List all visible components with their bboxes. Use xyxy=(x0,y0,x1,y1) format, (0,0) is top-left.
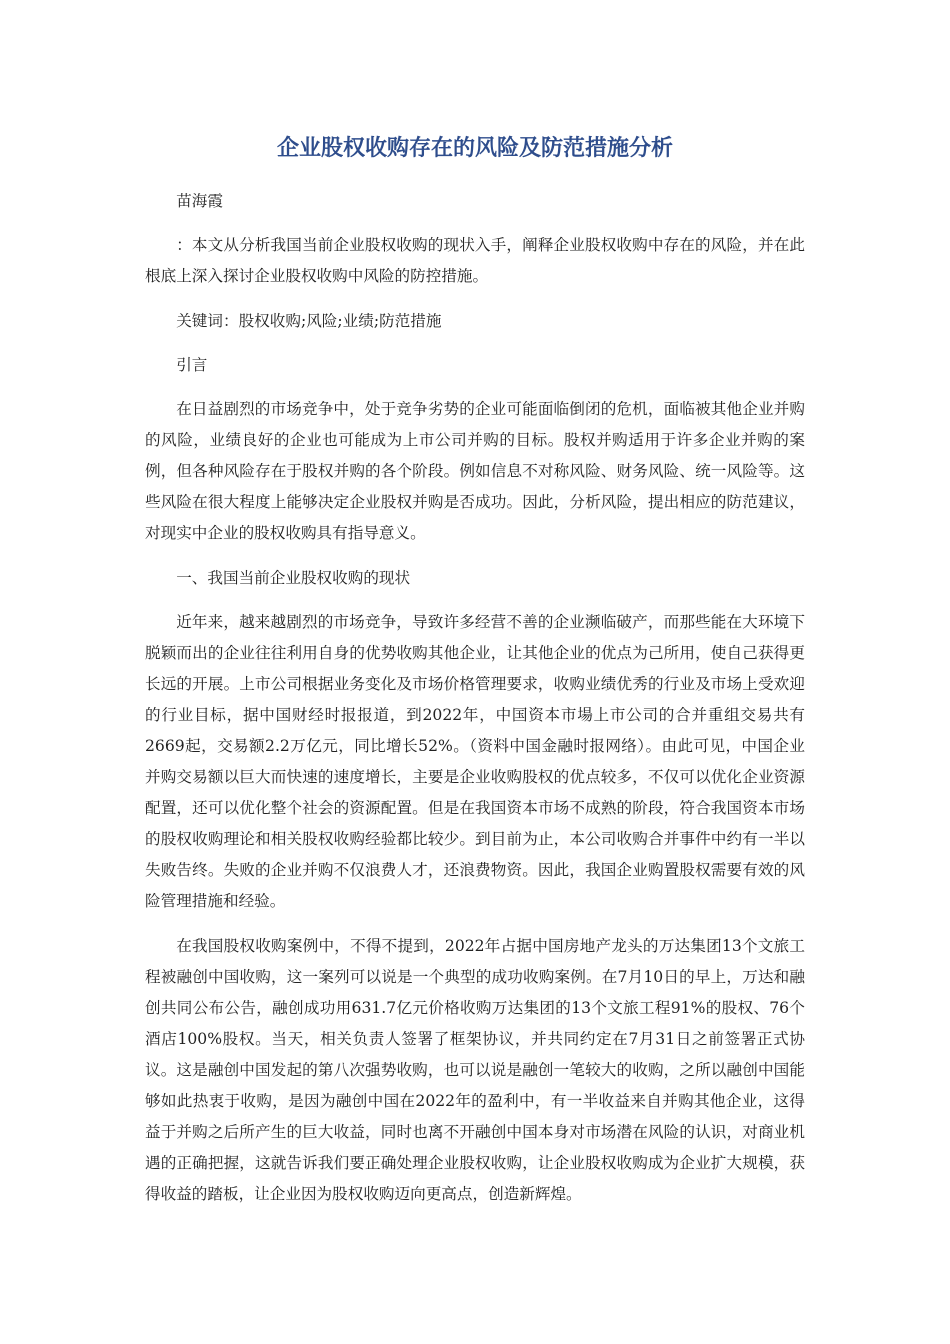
abstract-paragraph: ：本文从分析我国当前企业股权收购的现状入手，阐释企业股权收购中存在的风险，并在此根底上深入探讨企业股权收购中风险的防控措施。 xyxy=(145,236,805,285)
section1-paragraph-2: 在我国股权收购案例中，不得不提到，2022年占据中国房地产龙头的万达集团13个文旅工程被融创中国收购，这一案列可以说是一个典型的成功收购案例。在7月10日的早上，万达和融创共同公布公告，融创成功用631.7亿元价格收购万达集团的13个文旅工程91%的股权、76个酒店100%股权。当天，相关负责人签署了框架协议，并共同约定在7月31日之前签署正式协议。这是融创中国发起的第八次强势收购，也可以说是融创一笔较大的收购，之所以融创中国能够如此热衷于收购，是因为融创中国在2022年的盈利中，有一半收益来自并购其他企业，这得益于并购之后所产生的巨大收益，同时也离不开融创中国本身对市场潜在风险的认识，对商业机遇的正确把握，这就告诉我们要正确处理企业股权收购，让企业股权收购成为企业扩大规模，获得收益的踏板，让企业因为股权收购迈向更高点，创造新辉煌。 xyxy=(145,937,805,1203)
intro-paragraph: 在日益剧烈的市场竞争中，处于竞争劣势的企业可能面临倒闭的危机，面临被其他企业并购的风险，业绩良好的企业也可能成为上市公司并购的目标。股权并购适用于许多企业并购的案例，但各种风险存在于股权并购的各个阶段。例如信息不对称风险、财务风险、统一风险等。这些风险在很大程度上能够决定企业股权并购是否成功。因此，分析风险，提出相应的防范建议，对现实中企业的股权收购具有指导意义。 xyxy=(145,400,805,542)
author-name: 苗海霞 xyxy=(176,192,223,210)
section1-paragraph-1: 近年来，越来越剧烈的市场竞争，导致许多经营不善的企业濒临破产，而那些能在大环境下脱颖而出的企业往往利用自身的优势收购其他企业，让其他企业的优点为己所用，使自己获得更长远的开展。上市公司根据业务变化及市场价格管理要求，收购业绩优秀的行业及市场上受欢迎的行业目标，据中国财经时报报道，到2022年，中国资本市場上市公司的合并重组交易共有2669起，交易额2.2万亿元，同比增长52%。（资料中国金融时报网络）。由此可见，中国企业并购交易额以巨大而快速的速度增长，主要是企业收购股权的优点较多，不仅可以优化企业资源配置，还可以优化整个社会的资源配置。但是在我国资本市场不成熟的阶段，符合我国资本市场的股权收购理论和相关股权收购经验都比较少。到目前为止，本公司收购合并事件中约有一半以失败告终。失败的企业并购不仅浪费人才，还浪费物资。因此，我国企业购置股权需要有效的风险管理措施和经验。 xyxy=(145,613,805,910)
document-body xyxy=(145,186,805,1224)
intro-heading: 引言 xyxy=(176,356,208,374)
section1-heading: 一、我国当前企业股权收购的现状 xyxy=(176,569,411,587)
document-title: 企业股权收购存在的风险及防范措施分析 xyxy=(276,136,673,161)
keywords-line: 关键词：股权收购;风险;业绩;防范措施 xyxy=(176,312,442,330)
